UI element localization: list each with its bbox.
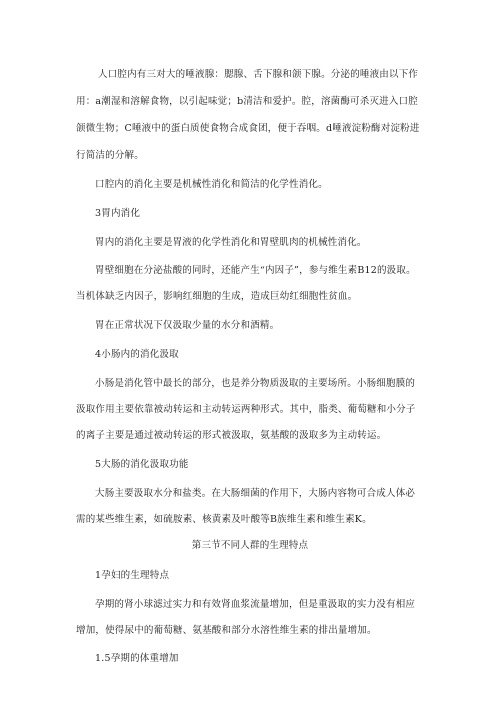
paragraph-line: 汲取作用主要依靠被动转运和主动转运两种形式。其中，脂类、葡萄糖和小分子 (76, 404, 416, 415)
section-heading: 4小肠内的消化汲取 (95, 349, 179, 360)
section-heading: 5大肠的消化汲取功能 (95, 459, 189, 470)
paragraph-line: 小肠是消化管中最长的部分，也是养分物质汲取的主要场所。小肠细胞膜的 (95, 378, 416, 389)
chapter-title: 第三节不同人群的生理特点 (191, 540, 309, 551)
paragraph-line: 增加，使得尿中的葡萄糖、氨基酸和部分水溶性维生素的排出量增加。 (76, 625, 377, 636)
section-heading: 1.5孕期的体重增加 (95, 653, 179, 664)
paragraph-line: 颌微生物；C唾液中的蛋白质使食物合成食团，便于吞咽。d唾液淀粉酶对淀粉进 (76, 123, 420, 134)
paragraph-line: 大肠主要汲取水分和盐类。在大肠细菌的作用下，大肠内容物可合成人体必 (95, 488, 416, 499)
paragraph-line: 行简洁的分解。 (76, 150, 144, 161)
paragraph-line: 当机体缺乏内因子，影响红细胞的生成，造成巨幼红细胞性贫血。 (76, 291, 358, 302)
paragraph-line: 胃内的消化主要是胃液的化学性消化和胃壁肌肉的机械性消化。 (95, 237, 367, 248)
paragraph-line: 的离子主要是通过被动转运的形式被汲取，氨基酸的汲取多为主动转运。 (76, 430, 387, 441)
paragraph-line: 胃壁细胞在分泌盐酸的同时，还能产生“内因子”，参与维生素B12的汲取。 (95, 265, 416, 276)
paragraph-line: 口腔内的消化主要是机械性消化和简洁的化学性消化。 (95, 179, 328, 190)
paragraph-line: 胃在正常状况下仅汲取少量的水分和酒精。 (95, 320, 280, 331)
paragraph-line: 用：a潮湿和溶解食物，以引起味觉；b清洁和爱护。腔，溶菌酶可杀灭进入口腔 (76, 96, 418, 107)
paragraph-line: 人口腔内有三对大的唾液腺：腮腺、舌下腺和颌下腺。分泌的唾液由以下作 (98, 69, 419, 80)
section-heading: 3胃内消化 (95, 208, 141, 219)
section-heading: 1孕妇的生理特点 (95, 570, 170, 581)
paragraph-line: 需的某些维生素，如硫胺素、核黄素及叶酸等B族维生素和维生素K。 (76, 514, 372, 525)
paragraph-line: 孕期的肾小球滤过实力和有效肾血浆流量增加，但是重汲取的实力没有相应 (95, 599, 416, 610)
